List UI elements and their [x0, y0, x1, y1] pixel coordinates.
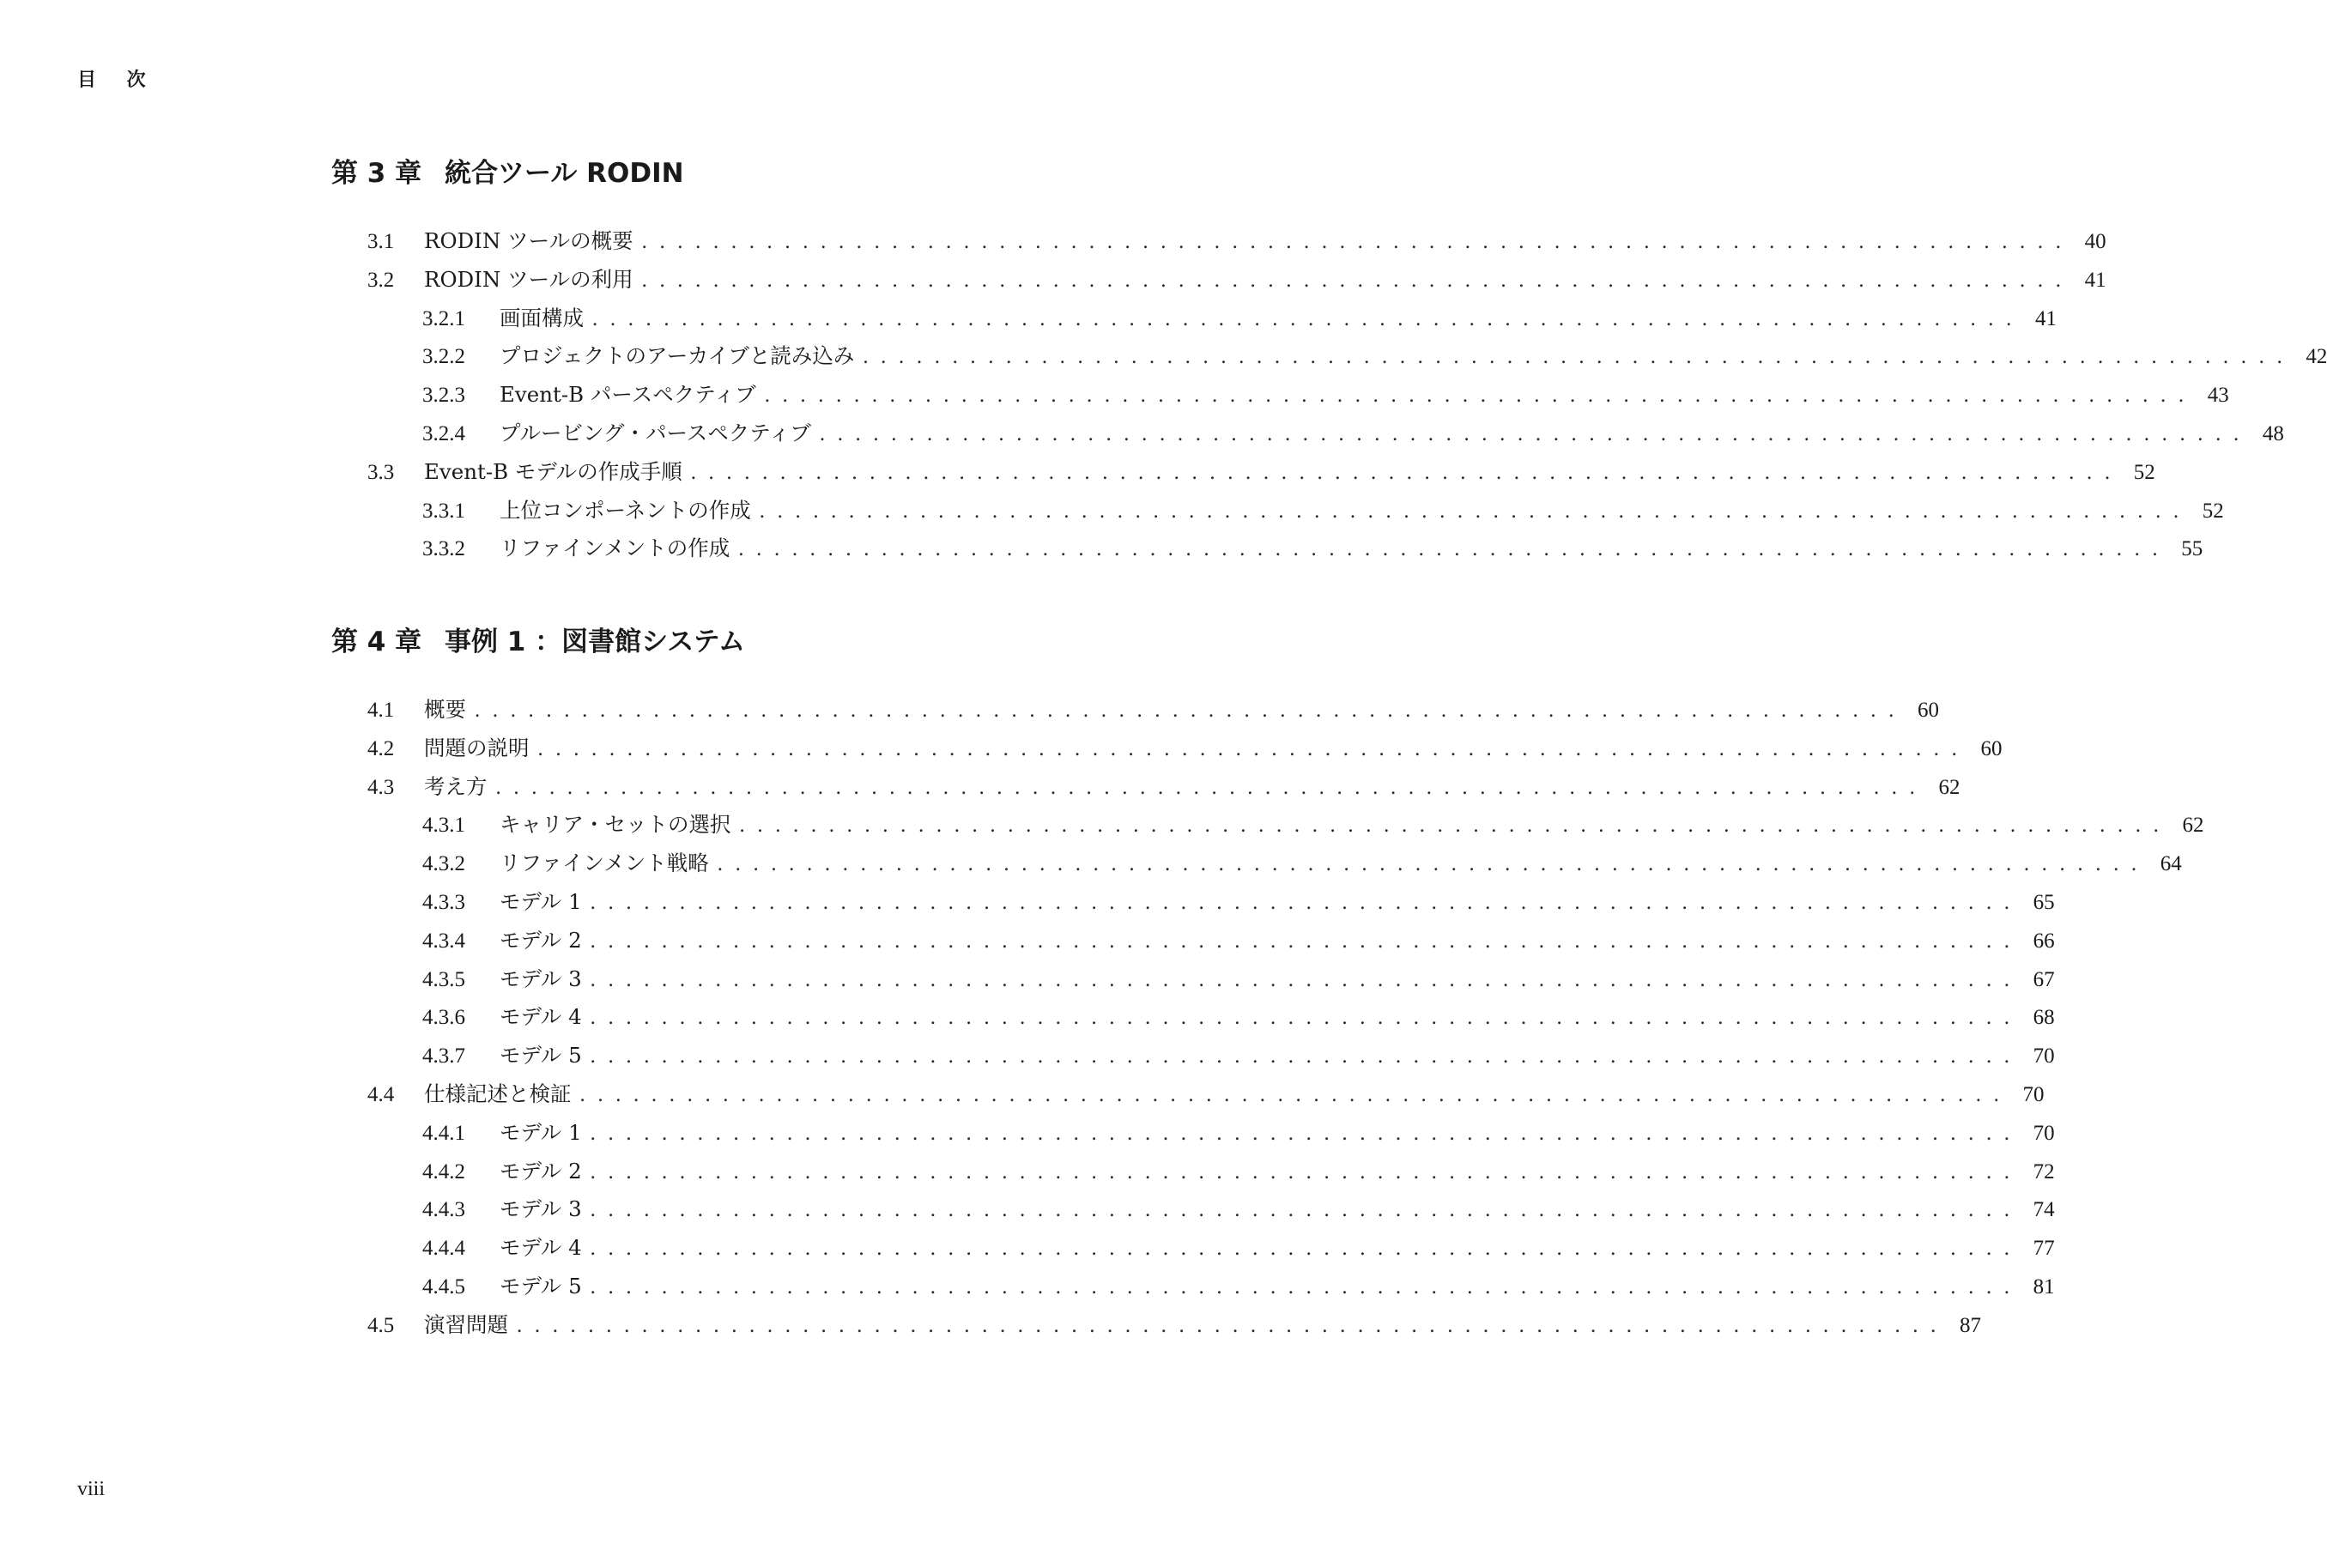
section-title: 仕様記述と検証	[424, 1081, 572, 1106]
section-title: キャリア・セットの選択	[500, 812, 731, 838]
section-title: モデル 4	[500, 1235, 582, 1261]
section-number: 4.4.5	[422, 1274, 465, 1299]
dot-leader: ................................................................................	[764, 384, 2197, 408]
page-ref: 67	[2033, 967, 2055, 991]
dot-leader: ................................................................................	[590, 929, 2022, 953]
dot-leader: ................................................................................	[739, 814, 2172, 838]
toc-entry-list	[331, 691, 2204, 1345]
section-title: モデル 1	[500, 888, 582, 914]
dot-leader: ................................................................................	[590, 890, 2022, 914]
section-title: RODIN ツールの利用	[424, 266, 633, 292]
section-title: モデル 5	[500, 1043, 582, 1069]
page-ref: 70	[2022, 1082, 2045, 1106]
toc-entry[interactable]	[331, 337, 2327, 376]
toc-entry[interactable]	[331, 1075, 2045, 1114]
chapter-number: 第 4 章	[331, 627, 422, 657]
section-number: 3.3.2	[422, 537, 465, 561]
page-ref: 77	[2033, 1237, 2055, 1261]
page-ref: 62	[2182, 814, 2204, 838]
section-title: モデル 2	[500, 927, 582, 953]
page-ref: 41	[2035, 306, 2057, 330]
section-number: 3.2.1	[422, 306, 465, 330]
section-title: 概要	[424, 697, 466, 722]
section-number: 4.3.7	[422, 1044, 465, 1069]
section-number: 4.3.3	[422, 890, 465, 914]
toc-entry[interactable]	[331, 845, 2182, 883]
section-title: プロジェクトのアーカイブと読み込み	[500, 343, 855, 369]
toc-entry[interactable]	[331, 922, 2055, 960]
toc-entry[interactable]	[331, 1229, 2055, 1268]
page-number: viii	[77, 1478, 106, 1500]
dot-leader: ................................................................................	[579, 1082, 2012, 1106]
dot-leader: ................................................................................	[819, 421, 2251, 445]
section-number: 4.3.2	[422, 852, 465, 876]
chapter-4-section	[331, 623, 2204, 1345]
section-number: 4.5	[367, 1313, 395, 1337]
toc-entry-list	[331, 222, 2327, 568]
page-ref: 55	[2181, 537, 2203, 561]
section-number: 4.4.4	[422, 1237, 465, 1261]
dot-leader: ................................................................................	[717, 852, 2149, 876]
section-title: モデル 1	[500, 1119, 582, 1145]
page-ref: 60	[1918, 699, 1939, 722]
section-number: 3.3	[367, 460, 395, 484]
section-title: モデル 5	[500, 1273, 582, 1299]
toc-entry[interactable]	[331, 376, 2229, 415]
toc-entry[interactable]	[331, 730, 2003, 768]
section-title: 演習問題	[424, 1311, 508, 1337]
section-number: 4.3.1	[422, 814, 465, 838]
chapter-title	[331, 623, 1121, 661]
toc-entry[interactable]	[331, 960, 2055, 999]
toc-entry[interactable]	[331, 1037, 2055, 1075]
dot-leader: ................................................................................	[590, 1121, 2022, 1145]
section-number: 4.4	[367, 1082, 395, 1106]
section-number: 3.2.4	[422, 421, 465, 445]
section-number: 4.2	[367, 736, 395, 760]
section-title: RODIN ツールの概要	[424, 228, 633, 253]
toc-entry[interactable]	[331, 453, 2155, 492]
toc-entry[interactable]	[331, 1153, 2055, 1191]
section-number: 4.4.1	[422, 1121, 465, 1145]
page-ref: 81	[2033, 1274, 2055, 1299]
section-title: モデル 4	[500, 1004, 582, 1030]
page-ref: 40	[2084, 230, 2106, 253]
section-number: 4.3.5	[422, 967, 465, 991]
section-title: モデル 3	[500, 1196, 582, 1222]
section-title: プルービング・パースペクティブ	[500, 420, 811, 445]
section-title: 上位コンポーネントの作成	[500, 497, 751, 523]
section-title: 画面構成	[500, 305, 584, 330]
dot-leader: ................................................................................	[641, 230, 2074, 253]
section-number: 3.1	[367, 230, 395, 253]
toc-entry[interactable]	[331, 415, 2284, 453]
page-ref: 42	[2306, 345, 2327, 369]
toc-entry[interactable]	[331, 1190, 2055, 1229]
section-title: Event-B パースペクティブ	[500, 382, 756, 408]
toc-entry[interactable]	[331, 883, 2055, 922]
dot-leader: ................................................................................	[592, 306, 2024, 330]
dot-leader: ................................................................................	[590, 1159, 2022, 1184]
toc-entry[interactable]	[331, 222, 2106, 261]
dot-leader: ................................................................................	[590, 1237, 2022, 1261]
dot-leader: ................................................................................	[690, 460, 2123, 484]
page-ref: 64	[2160, 852, 2182, 876]
page-ref: 60	[1980, 736, 2003, 760]
section-title: 考え方	[424, 773, 488, 799]
section-title: リファインメントの作成	[500, 536, 730, 561]
section-number: 3.2.2	[422, 345, 465, 369]
section-number: 3.2	[367, 268, 395, 292]
dot-leader: ................................................................................	[495, 775, 1928, 799]
toc-entry[interactable]	[331, 300, 2057, 338]
section-title: リファインメント戦略	[500, 851, 709, 876]
section-title: 問題の説明	[424, 735, 530, 760]
chapter-name: 事例 1 ：図書館システム	[445, 627, 746, 657]
running-head: 目 次	[77, 70, 158, 91]
page-ref: 43	[2207, 384, 2229, 408]
section-number: 3.3.1	[422, 499, 465, 523]
page-ref: 65	[2033, 890, 2055, 914]
section-number: 4.3.6	[422, 1006, 465, 1030]
section-title: モデル 2	[500, 1158, 582, 1184]
page-ref: 68	[2033, 1006, 2055, 1030]
dot-leader: ................................................................................	[641, 268, 2074, 292]
toc-entry[interactable]	[331, 806, 2204, 845]
page-ref: 48	[2262, 421, 2284, 445]
section-title: モデル 3	[500, 966, 582, 991]
page-ref: 72	[2033, 1159, 2055, 1184]
dot-leader: ................................................................................	[863, 345, 2295, 369]
chapter-name: 統合ツール RODIN	[445, 158, 684, 189]
section-title: Event-B モデルの作成手順	[424, 458, 682, 484]
page-ref: 87	[1960, 1313, 1981, 1337]
page-ref: 52	[2133, 460, 2155, 484]
toc-entry[interactable]	[331, 768, 1960, 807]
page-ref: 70	[2033, 1121, 2055, 1145]
dot-leader: ................................................................................	[738, 537, 2171, 561]
dot-leader: ................................................................................	[759, 499, 2191, 523]
page-ref: 66	[2033, 929, 2055, 953]
dot-leader: ................................................................................	[590, 1274, 2022, 1299]
section-number: 4.3	[367, 775, 395, 799]
section-number: 4.1	[367, 699, 395, 722]
toc-entry[interactable]	[331, 492, 2224, 530]
page-ref: 62	[1938, 775, 1960, 799]
page-ref: 70	[2033, 1044, 2055, 1069]
page-ref: 41	[2084, 268, 2106, 292]
section-number: 4.4.2	[422, 1159, 465, 1184]
toc-entry[interactable]	[331, 691, 1939, 730]
section-number: 3.2.3	[422, 384, 465, 408]
chapter-title	[331, 154, 1121, 192]
toc-entry[interactable]	[331, 530, 2203, 568]
page-ref: 74	[2033, 1198, 2055, 1222]
chapter-3-section	[331, 154, 2327, 568]
toc-entry[interactable]	[331, 1268, 2055, 1306]
dot-leader: ................................................................................	[517, 1313, 1948, 1337]
section-number: 4.4.3	[422, 1198, 465, 1222]
toc-entry[interactable]	[331, 261, 2106, 300]
dot-leader: ................................................................................	[590, 967, 2022, 991]
dot-leader: ................................................................................	[475, 699, 1906, 722]
dot-leader: ................................................................................	[590, 1044, 2022, 1069]
toc-entry[interactable]	[331, 1306, 1981, 1345]
page-ref: 52	[2202, 499, 2224, 523]
toc-entry[interactable]	[331, 998, 2055, 1037]
chapter-number: 第 3 章	[331, 158, 422, 189]
dot-leader: ................................................................................	[590, 1198, 2022, 1222]
section-number: 4.3.4	[422, 929, 465, 953]
dot-leader: ................................................................................	[590, 1006, 2022, 1030]
toc-entry[interactable]	[331, 1114, 2055, 1153]
dot-leader: ................................................................................	[537, 736, 1970, 760]
